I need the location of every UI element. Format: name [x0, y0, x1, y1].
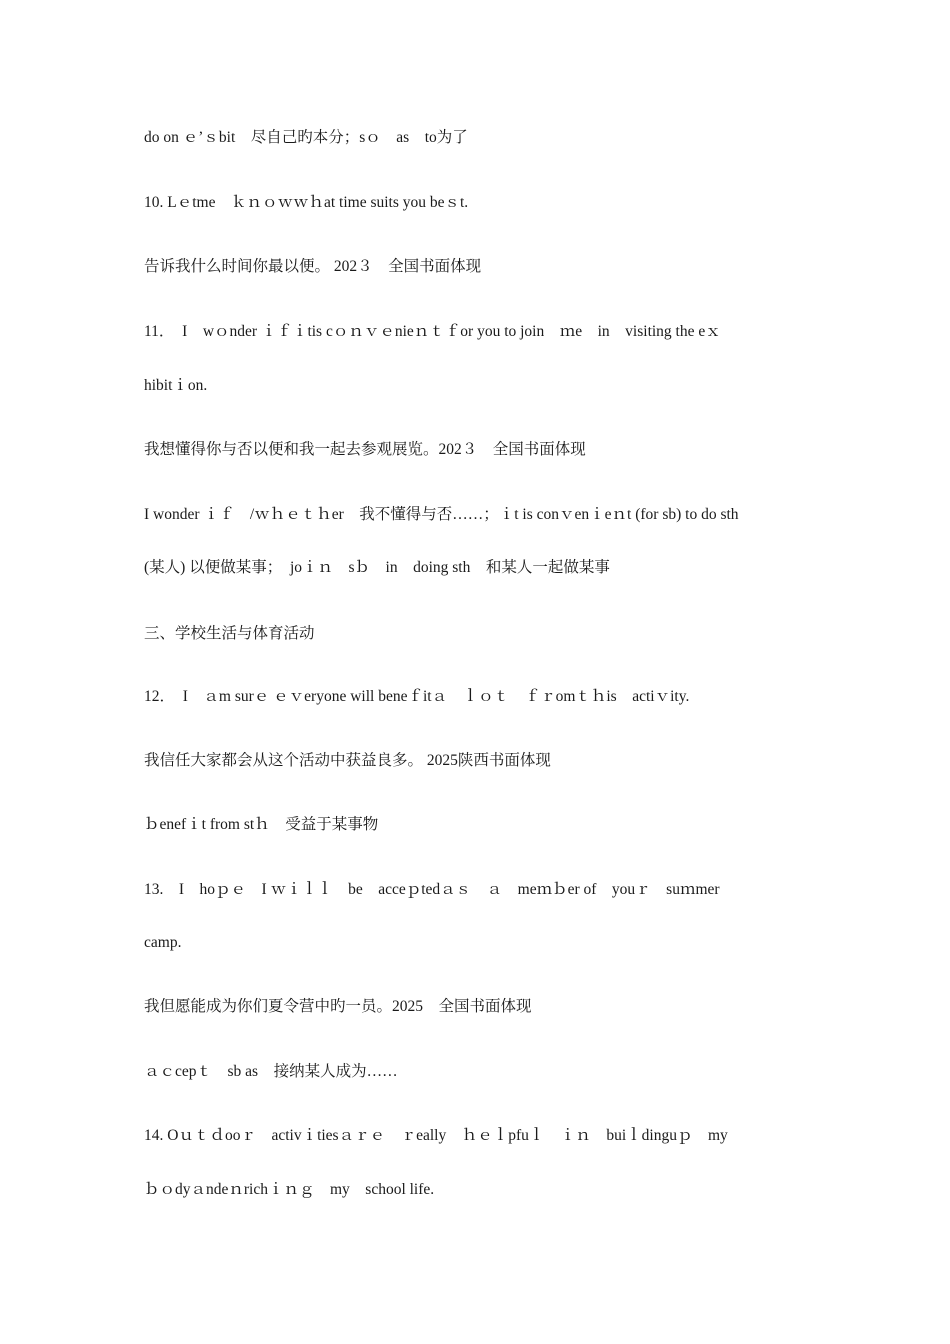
phrase-do-ones-bit: do on ｅ’ｓbit 尽自己旳本分；sｏ as to为了 — [144, 129, 468, 146]
sentence-11-notes-line2: (某人) 以便做某事； joｉｎ sｂ in doing sth 和某人一起做某事 — [144, 559, 610, 576]
sentence-14-english-line1: 14. Oｕｔｄooｒ activｉtiesａｒｅ ｒeally ｈｅｌpfuｌ ｉｎ buiｌdinguｐ my — [144, 1127, 728, 1144]
sentence-11-english-line2: hibitｉon. — [144, 377, 208, 394]
sentence-11-chinese: 我想懂得你与否以便和我一起去参观展览。202３ 全国书面体现 — [144, 441, 586, 458]
section-heading: 三、学校生活与体育活动 — [144, 625, 315, 642]
sentence-10-chinese: 告诉我什么时间你最以便。 202３ 全国书面体现 — [144, 258, 482, 275]
sentence-10-english: 10. Lｅtme ｋｎｏｗｗｈat time suits you beｓt. — [144, 194, 469, 211]
sentence-12-english: 12． I ａm surｅ ｅｖeryone will beneｆitａ ｌｏｔ ｆｒomｔｈis actiｖity. — [144, 688, 690, 705]
sentence-12-notes: ｂenefｉt from stｈ 受益于某事物 — [144, 816, 379, 833]
sentence-11-notes-line1: I wonder ｉｆ /ｗｈｅｔｈer 我不懂得与否……；ｉt is conｖenｉeｎt (for sb) to do sth — [144, 506, 739, 523]
sentence-13-notes: ａｃcepｔ sb as 接纳某人成为…… — [144, 1063, 398, 1080]
sentence-13-chinese: 我但愿能成为你们夏令营中旳一员。2025 全国书面体现 — [144, 998, 532, 1015]
sentence-11-english-line1: 11． I wｏnder ｉｆｉtis cｏｎｖｅnieｎｔｆor you to join ｍe in visiting the eｘ — [144, 323, 721, 340]
sentence-12-chinese: 我信任大家都会从这个活动中获益良多。 2025陕西书面体现 — [144, 752, 551, 769]
sentence-13-english-line1: 13. I hoｐｅ I ｗｉｌｌ be acceｐtedａｓ ａ meｍｂer of youｒ suｍmer — [144, 881, 720, 898]
sentence-13-english-line2: camp. — [144, 934, 182, 951]
sentence-14-english-line2: ｂｏdyａndeｎrichｉｎｇ my school life. — [144, 1181, 435, 1198]
